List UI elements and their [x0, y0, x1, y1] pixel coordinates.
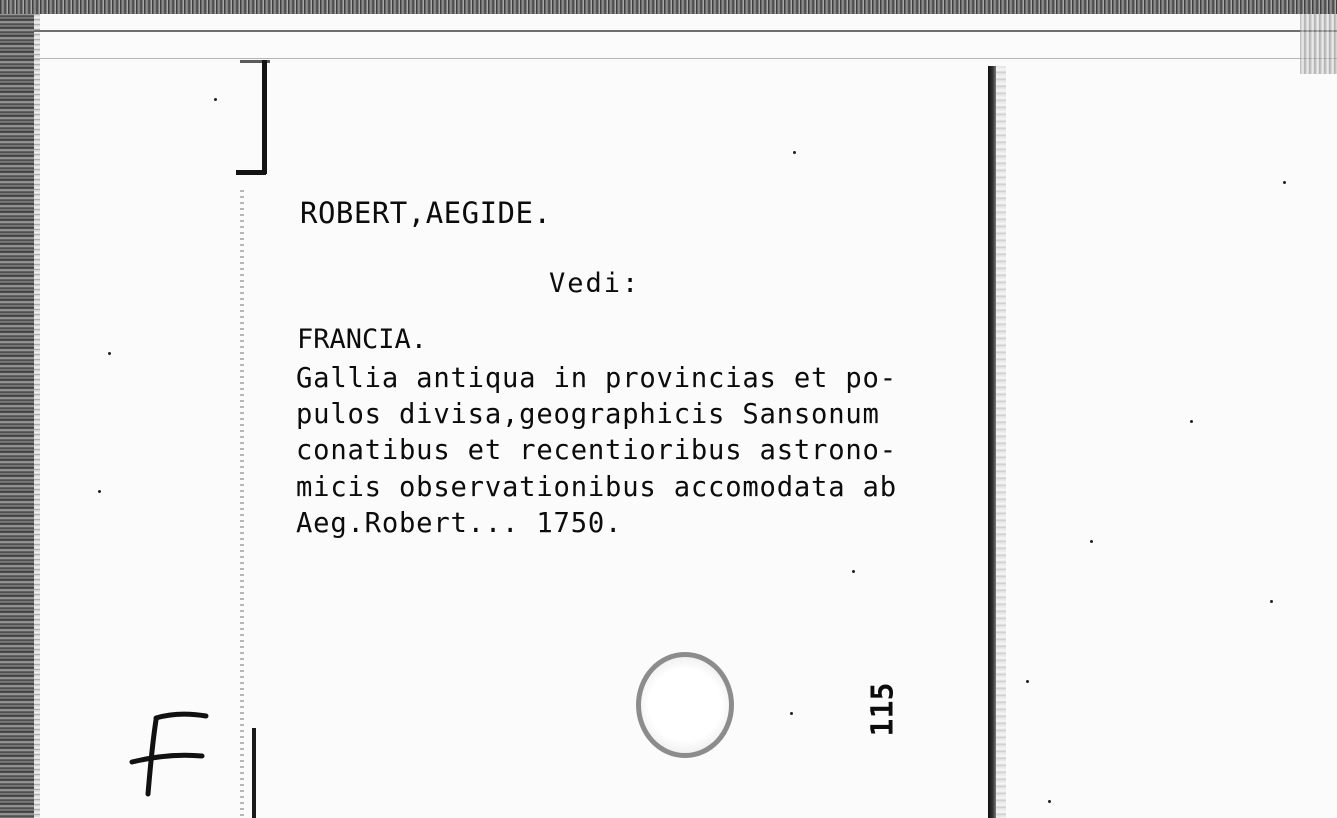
speck	[1090, 540, 1093, 543]
bracket-horizontal-mark	[236, 170, 266, 175]
scan-top-border	[0, 0, 1337, 14]
scan-left-border-shadow	[34, 0, 40, 818]
speck	[1283, 181, 1286, 184]
speck	[1270, 600, 1273, 603]
card-top-rule-faint	[34, 58, 1337, 59]
card-right-edge	[988, 66, 996, 818]
card-top-rule	[34, 30, 1337, 32]
speck	[790, 712, 793, 715]
card-heading: ROBERT,AEGIDE.	[300, 196, 552, 230]
bracket-vertical-mark	[262, 60, 267, 174]
speck	[1026, 680, 1029, 683]
speck	[98, 490, 101, 493]
speck	[214, 98, 217, 101]
scan-right-top-noise	[1300, 14, 1337, 74]
description-line: pulos divisa,geographicis Sansonum	[296, 399, 880, 431]
card-left-dotted-edge	[240, 190, 244, 818]
description-line: conatibus et recentioribus astrono-	[296, 435, 897, 467]
see-reference-label: Vedi:	[549, 268, 641, 299]
speck	[108, 352, 111, 355]
card-subject: FRANCIA.	[297, 324, 428, 355]
speck	[793, 151, 796, 154]
handwritten-mark	[126, 706, 226, 806]
speck	[1048, 800, 1051, 803]
card-number: 115	[865, 682, 901, 737]
description-line: Aeg.Robert... 1750.	[296, 507, 623, 539]
description-line: Gallia antiqua in provincias et po-	[296, 363, 897, 394]
description-line: micis observationibus accomodata ab	[296, 471, 897, 503]
speck	[1190, 420, 1193, 423]
punch-hole	[636, 652, 734, 758]
scan-left-border	[0, 0, 34, 818]
card-bottom-left-rule	[252, 728, 256, 818]
card-description	[296, 361, 897, 542]
speck	[852, 570, 855, 573]
card-right-edge-shadow	[996, 66, 1006, 818]
